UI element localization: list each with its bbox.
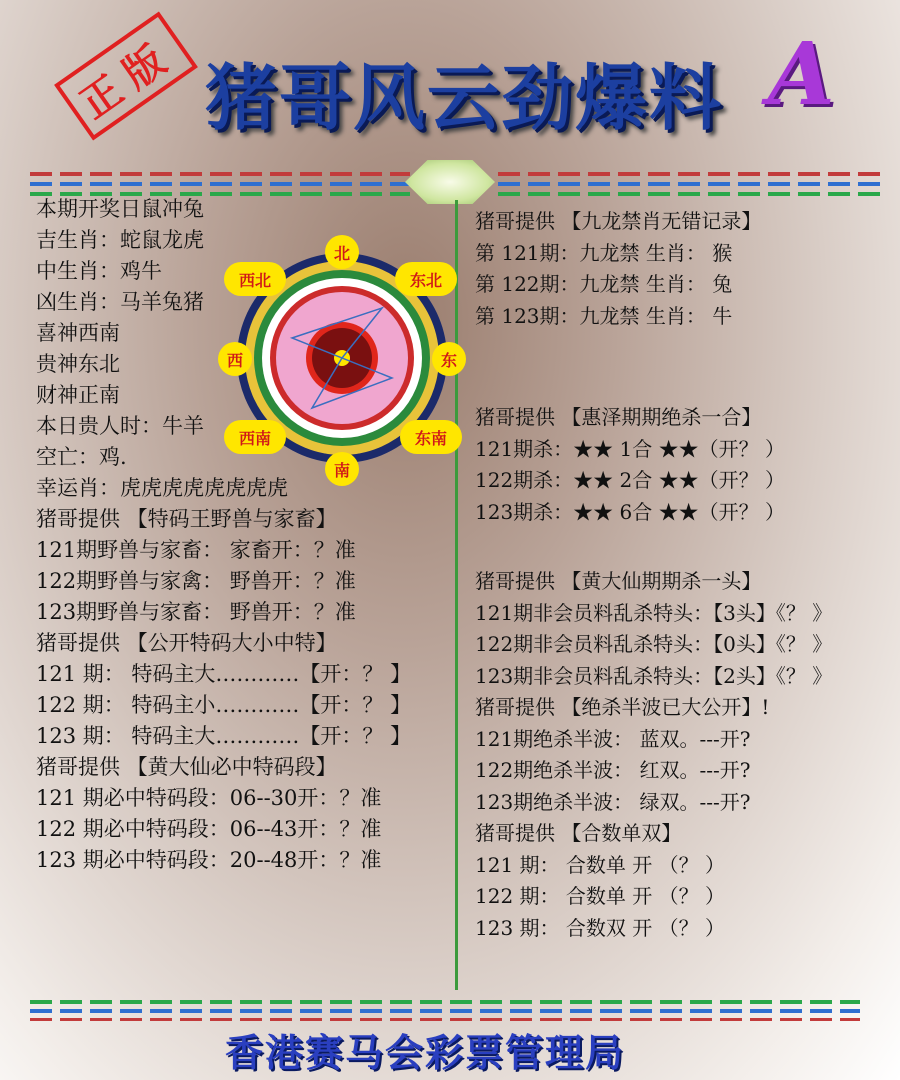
prediction-line: 121期非会员料乱杀特头：【3头】《？ 》 — [475, 600, 833, 625]
compass-label-north: 北 — [325, 235, 359, 269]
column-divider — [455, 200, 458, 990]
prediction-line: 122 期： 特码主小…………【开：？ 】 — [36, 693, 412, 717]
almanac-line: 中生肖：鸡牛 — [36, 259, 162, 283]
section-heading: 猪哥提供 【绝杀半波已大公开】! — [475, 695, 770, 719]
prediction-line: 123期绝杀半波： 绿双。---开? — [475, 789, 751, 814]
prediction-line: 第 121期：九龙禁 生肖： 猴 — [475, 240, 733, 265]
prediction-line: 121 期： 合数单 开 （？ ） — [475, 852, 725, 877]
top-divider-blue — [30, 182, 410, 186]
top-divider-blue-right — [498, 182, 888, 186]
compass-label-west: 西 — [218, 342, 252, 376]
almanac-line: 本期开奖日鼠冲兔 — [36, 197, 204, 221]
section-heading: 猪哥提供 【九龙禁肖无错记录】 — [475, 209, 762, 233]
prediction-line: 第 123期：九龙禁 生肖： 牛 — [475, 303, 733, 328]
section-heading: 猪哥提供 【黄大仙必中特码段】 — [36, 755, 337, 779]
almanac-line: 贵神东北 — [36, 352, 120, 376]
section-heading: 猪哥提供 【合数单双】 — [475, 821, 682, 845]
bottom-divider-blue — [30, 1009, 860, 1013]
prediction-line: 121 期： 特码主大…………【开：？ 】 — [36, 662, 412, 686]
right-block-2 — [475, 402, 785, 528]
prediction-line: 123 期： 合数双 开 （？ ） — [475, 915, 725, 940]
prediction-line: 123 期必中特码段：20--48开：？准 — [36, 848, 382, 872]
bagua-emblem-icon — [405, 160, 495, 204]
authentic-stamp: 正版 — [54, 11, 198, 140]
almanac-line: 幸运肖：虎虎虎虎虎虎虎虎 — [36, 476, 288, 500]
prediction-line: 122期野兽与家禽： 野兽开：？准 — [36, 569, 356, 593]
almanac-line: 喜神西南 — [36, 321, 120, 345]
prediction-line: 121期绝杀半波： 蓝双。---开? — [475, 726, 751, 751]
page-title: 猪哥风云劲爆料 — [205, 56, 724, 140]
prediction-line: 123 期： 特码主大…………【开：？ 】 — [36, 724, 412, 748]
prediction-line: 122期非会员料乱杀特头：【0头】《？ 》 — [475, 632, 833, 656]
prediction-line: 123期野兽与家畜： 野兽开：？准 — [36, 600, 356, 624]
prediction-line: 第 122期：九龙禁 生肖： 兔 — [475, 272, 733, 296]
almanac-line: 凶生肖：马羊兔猪 — [36, 290, 204, 314]
right-block-1 — [475, 206, 761, 332]
compass-label-southeast: 东南 — [400, 420, 462, 454]
prediction-line: 122 期： 合数单 开 （？ ） — [475, 884, 725, 908]
almanac-list — [36, 194, 288, 504]
prediction-line: 122 期必中特码段：06--43开：？准 — [36, 817, 382, 841]
prediction-line: 123期杀：★★ 6合 ★★（开？ ） — [475, 499, 785, 524]
almanac-line: 空亡：鸡. — [36, 445, 127, 469]
edition-letter: A — [768, 24, 835, 125]
top-divider-red — [30, 172, 410, 176]
compass-label-east: 东 — [432, 342, 466, 376]
footer-title: 香港赛马会彩票管理局 — [225, 1031, 626, 1075]
left-predictions — [36, 504, 411, 876]
prediction-line: 121期杀：★★ 1合 ★★（开？ ） — [475, 436, 785, 461]
right-block-3 — [475, 566, 832, 944]
section-heading: 猪哥提供 【公开特码大小中特】 — [36, 631, 337, 655]
bottom-divider-green — [30, 1000, 860, 1004]
prediction-line: 123期非会员料乱杀特头：【2头】《？ 》 — [475, 663, 833, 688]
compass-label-south: 南 — [325, 452, 359, 486]
top-divider-green-right — [498, 192, 888, 196]
section-heading: 猪哥提供 【特码王野兽与家畜】 — [36, 507, 337, 531]
almanac-line: 吉生肖：蛇鼠龙虎 — [36, 228, 204, 252]
almanac-line: 财神正南 — [36, 383, 120, 407]
section-heading: 猪哥提供 【黄大仙期期杀一头】 — [475, 569, 762, 593]
prediction-line: 122期杀：★★ 2合 ★★（开？ ） — [475, 468, 785, 492]
compass-label-northwest: 西北 — [224, 262, 286, 296]
prediction-line: 121期野兽与家畜： 家畜开：？准 — [36, 538, 356, 562]
compass-label-northeast: 东北 — [395, 262, 457, 296]
section-heading: 猪哥提供 【惠泽期期绝杀一合】 — [475, 405, 762, 429]
prediction-line: 122期绝杀半波： 红双。---开? — [475, 758, 751, 782]
almanac-line: 本日贵人时：牛羊 — [36, 414, 204, 438]
bottom-divider-red — [30, 1018, 860, 1021]
prediction-line: 121 期必中特码段：06--30开：？准 — [36, 786, 382, 810]
compass-label-southwest: 西南 — [224, 420, 286, 454]
top-divider-red-right — [498, 172, 888, 176]
